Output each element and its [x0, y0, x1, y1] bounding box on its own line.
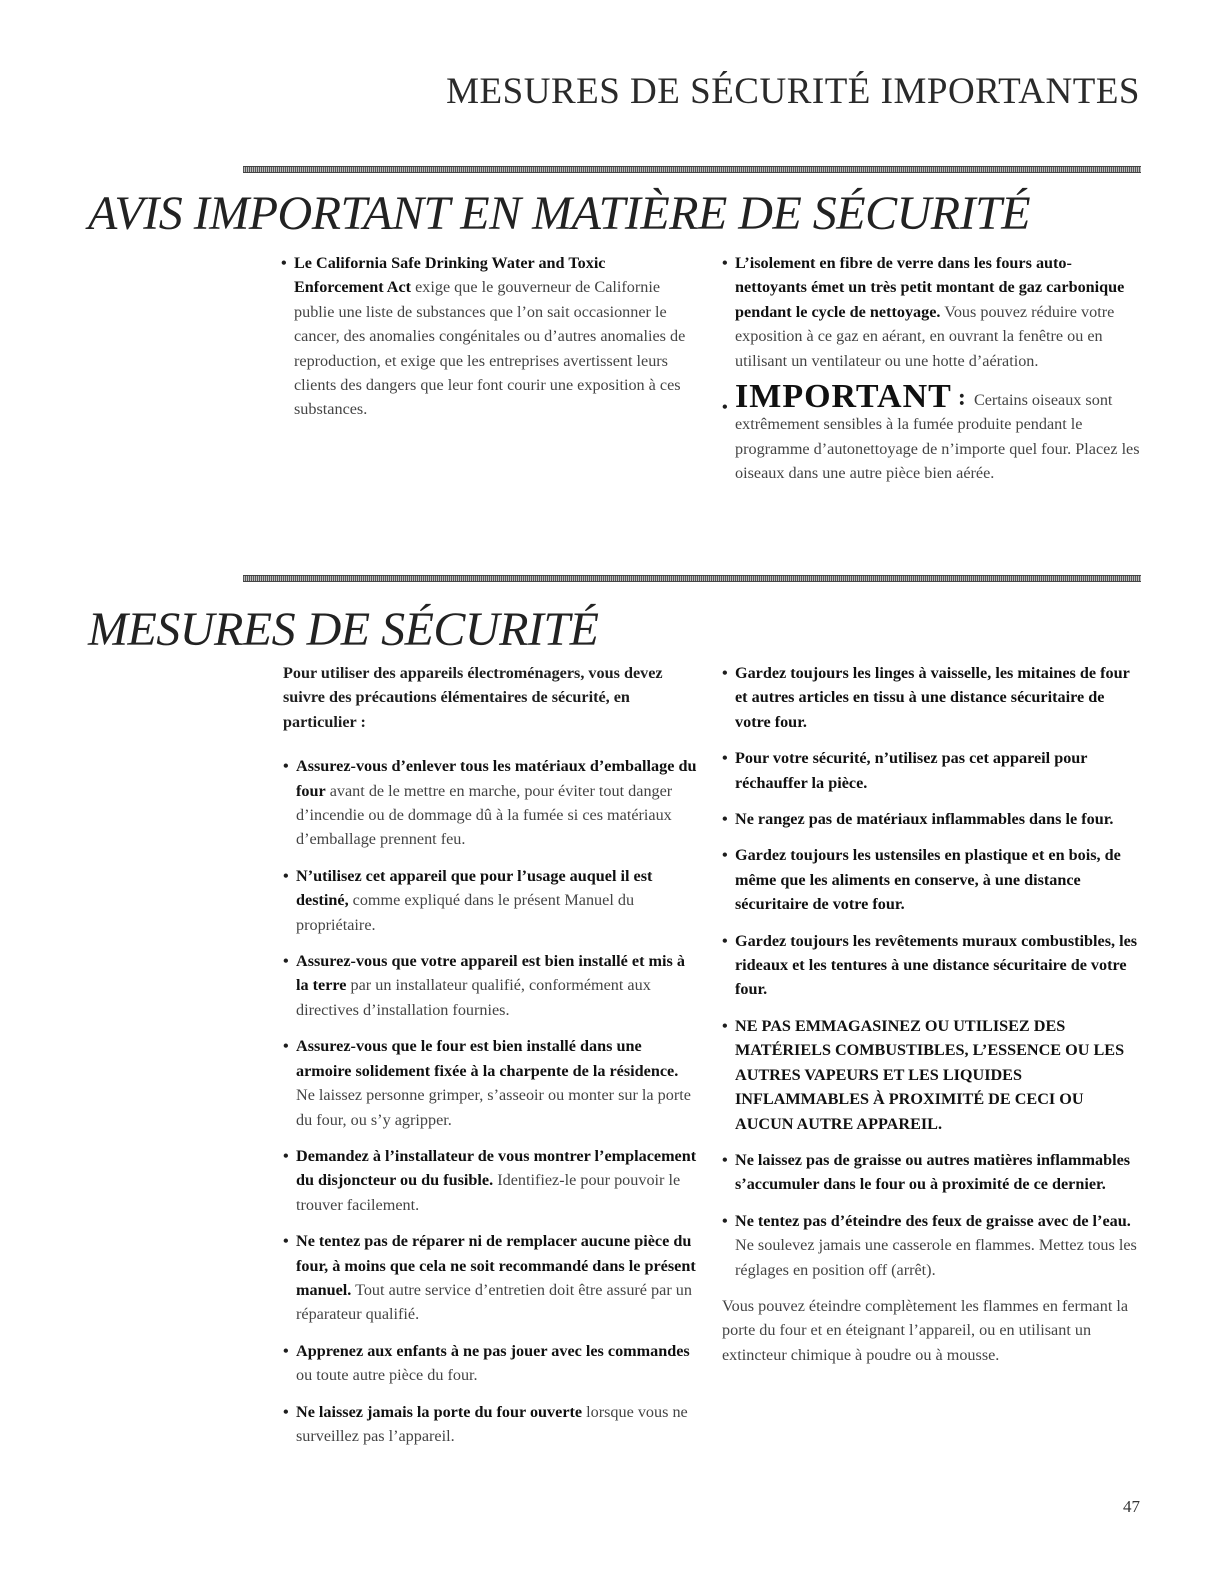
safety-item-bold: Demandez à l’installateur de vous montrer l’emplacement du disjoncteur ou du fusible. — [296, 1146, 697, 1190]
bullet-icon: • — [722, 398, 728, 417]
safety-right-item-4 — [722, 843, 1142, 916]
safety-item-text: par un installateur qualifié, conformément aux directives d’installation fournies. — [296, 976, 651, 1019]
bullet-icon: • — [722, 931, 728, 950]
notice-item-text: exige que le gouverneur de Californie publie une liste de substances que l’on sait occasionner le cancer, des anomalies congénitales ou d’autres anomalies de reproduction, et exige que les entreprises avertissent leurs clients des dangers que leur font courir une exposition à ces substances. — [294, 278, 686, 419]
divider-middle — [243, 575, 1141, 582]
important-colon: : — [957, 385, 966, 412]
notice-item-california — [281, 251, 696, 422]
safety-right-item-1 — [722, 661, 1142, 734]
bullet-icon: • — [722, 1016, 728, 1035]
bullet-icon: • — [281, 254, 287, 272]
bullet-icon: • — [722, 846, 728, 865]
safety-item-bold: Ne laissez jamais la porte du four ouverte — [296, 1402, 583, 1421]
safety-item-text: ou toute autre pièce du four. — [296, 1366, 478, 1385]
closing-paragraph: Vous pouvez éteindre complètement les flammes en fermant la porte du four et en éteignant l’appareil, ou en utilisant un extincteur chimique à poudre ou à mousse. — [722, 1296, 1129, 1364]
divider-top — [243, 166, 1141, 173]
safety-item-bold: Assurez-vous que votre appareil est bien installé et mis à la terre — [296, 952, 685, 995]
safety-item-bold: Ne rangez pas de matériaux inflammables dans le four. — [735, 810, 1114, 829]
bullet-icon: • — [283, 1146, 289, 1165]
bullet-icon: • — [283, 1232, 289, 1251]
important-label: IMPORTANT — [735, 378, 952, 416]
safety-item-bold: Apprenez aux enfants à ne pas jouer avec les commandes — [296, 1341, 690, 1360]
safety-heading: MESURES DE SÉCURITÉ — [88, 603, 599, 656]
safety-item-text: Tout autre service d’entretien doit être assuré par un réparateur qualifié. — [296, 1280, 692, 1324]
bullet-icon: • — [283, 1341, 289, 1360]
safety-left-item-3 — [283, 949, 701, 1022]
safety-right-item-6 — [722, 1014, 1142, 1136]
safety-item-bold: Ne tentez pas de réparer ni de remplacer aucune pièce du four, à moins que cela ne soit recommandé dans le présent manuel. — [296, 1232, 696, 1299]
safety-item-bold: Ne laissez pas de graisse ou autres matières inflammables s’accumuler dans le four ou à proximité de ce dernier. — [735, 1150, 1131, 1194]
notice-heading: AVIS IMPORTANT EN MATIÈRE DE SÉCURITÉ — [88, 187, 1031, 240]
safety-left-item-2 — [283, 864, 701, 937]
important-note — [722, 378, 1142, 486]
safety-item-bold: Assurez-vous d’enlever tous les matériaux d’emballage du four — [296, 757, 697, 800]
bullet-icon: • — [283, 757, 289, 776]
safety-item-bold: Gardez toujours les linges à vaisselle, les mitaines de four et autres articles en tissu à une distance sécuritaire de votre four. — [735, 664, 1130, 731]
safety-item-bold: Assurez-vous que le four est bien installé dans une armoire solidement fixée à la charpente de la résidence. — [296, 1037, 679, 1080]
safety-item-bold: Ne tentez pas d’éteindre des feux de graisse avec de l’eau. — [735, 1211, 1131, 1230]
safety-item-bold: Gardez toujours les revêtements muraux combustibles, les rideaux et les tentures à une distance sécuritaire de votre four. — [735, 931, 1138, 999]
bullet-icon: • — [283, 866, 289, 885]
safety-left-item-1 — [283, 754, 701, 852]
bullet-icon: • — [722, 254, 728, 272]
bullet-icon: • — [283, 1402, 289, 1421]
safety-right-column — [722, 661, 1142, 1367]
safety-left-item-7 — [283, 1339, 701, 1388]
safety-right-item-8 — [722, 1209, 1142, 1282]
notice-item-text: Vous pouvez réduire votre exposition à ce gaz en aérant, en ouvrant la fenêtre ou en utilisant un ventilateur ou une hotte d’aération. — [735, 302, 1115, 370]
bullet-icon: • — [722, 749, 728, 768]
safety-left-item-4 — [283, 1034, 701, 1132]
bullet-icon: • — [722, 810, 728, 829]
safety-item-text: Identifiez-le pour pouvoir le trouver facilement. — [296, 1171, 681, 1214]
safety-intro: Pour utiliser des appareils électroménagers, vous devez suivre des précautions élémentaires de sécurité, en particulier : — [283, 664, 663, 731]
safety-right-item-3 — [722, 807, 1142, 831]
safety-right-item-2 — [722, 746, 1142, 795]
safety-item-bold: NE PAS EMMAGASINEZ OU UTILISEZ DES MATÉRIELS COMBUSTIBLES, L’ESSENCE OU LES AUTRES VAPEURS ET LES LIQUIDES INFLAMMABLES À PROXIMITÉ DE CECI OU AUCUN AUTRE APPAREIL. — [735, 1016, 1125, 1133]
safety-left-column — [283, 661, 701, 1460]
notice-item-bold: Le California Safe Drinking Water and Toxic Enforcement Act — [294, 254, 606, 297]
notice-item-bold: L’isolement en fibre de verre dans les fours auto-nettoyants émet un très petit montant de gaz carbonique pendant le cycle de nettoyage. — [735, 254, 1125, 321]
safety-item-bold: Gardez toujours les ustensiles en plastique et en bois, de même que les aliments en conserve, à une distance sécuritaire de votre four. — [735, 846, 1121, 914]
safety-item-text: Ne soulevez jamais une casserole en flammes. Mettez tous les réglages en position off (arrêt). — [735, 1236, 1137, 1279]
safety-item-text: Ne laissez personne grimper, s’asseoir ou monter sur la porte du four, ou s’y agripper. — [296, 1086, 691, 1129]
bullet-icon: • — [283, 1037, 289, 1056]
safety-left-item-5 — [283, 1144, 701, 1217]
safety-item-bold: N’utilisez cet appareil que pour l’usage auquel il est destiné, — [296, 866, 653, 910]
notice-left-column — [281, 251, 696, 434]
notice-right-column — [722, 251, 1142, 498]
safety-item-text: lorsque vous ne surveillez pas l’appareil. — [296, 1402, 688, 1445]
safety-left-item-6 — [283, 1229, 701, 1327]
page-number: 47 — [1123, 1497, 1140, 1516]
safety-right-item-5 — [722, 929, 1142, 1002]
bullet-icon: • — [722, 1211, 728, 1230]
page-title: MESURES DE SÉCURITÉ IMPORTANTES — [446, 71, 1140, 112]
safety-item-text: avant de le mettre en marche, pour éviter tout danger d’incendie ou de dommage dû à la fumée si ces matériaux d’emballage prennent feu. — [296, 781, 673, 849]
important-text: Certains oiseaux sont extrêmement sensibles à la fumée produite pendant le programme d’autonettoyage de n’importe quel four. Placez les oiseaux dans une autre pièce bien aérée. — [735, 391, 1140, 483]
bullet-icon: • — [722, 664, 728, 682]
bullet-icon: • — [283, 952, 289, 971]
bullet-icon: • — [722, 1150, 728, 1169]
safety-item-text: comme expliqué dans le présent Manuel du propriétaire. — [296, 891, 635, 934]
safety-left-item-8 — [283, 1400, 701, 1449]
safety-right-item-7 — [722, 1148, 1142, 1197]
safety-item-bold: Pour votre sécurité, n’utilisez pas cet appareil pour réchauffer la pièce. — [735, 749, 1088, 792]
notice-item-fiberglass — [722, 251, 1142, 373]
